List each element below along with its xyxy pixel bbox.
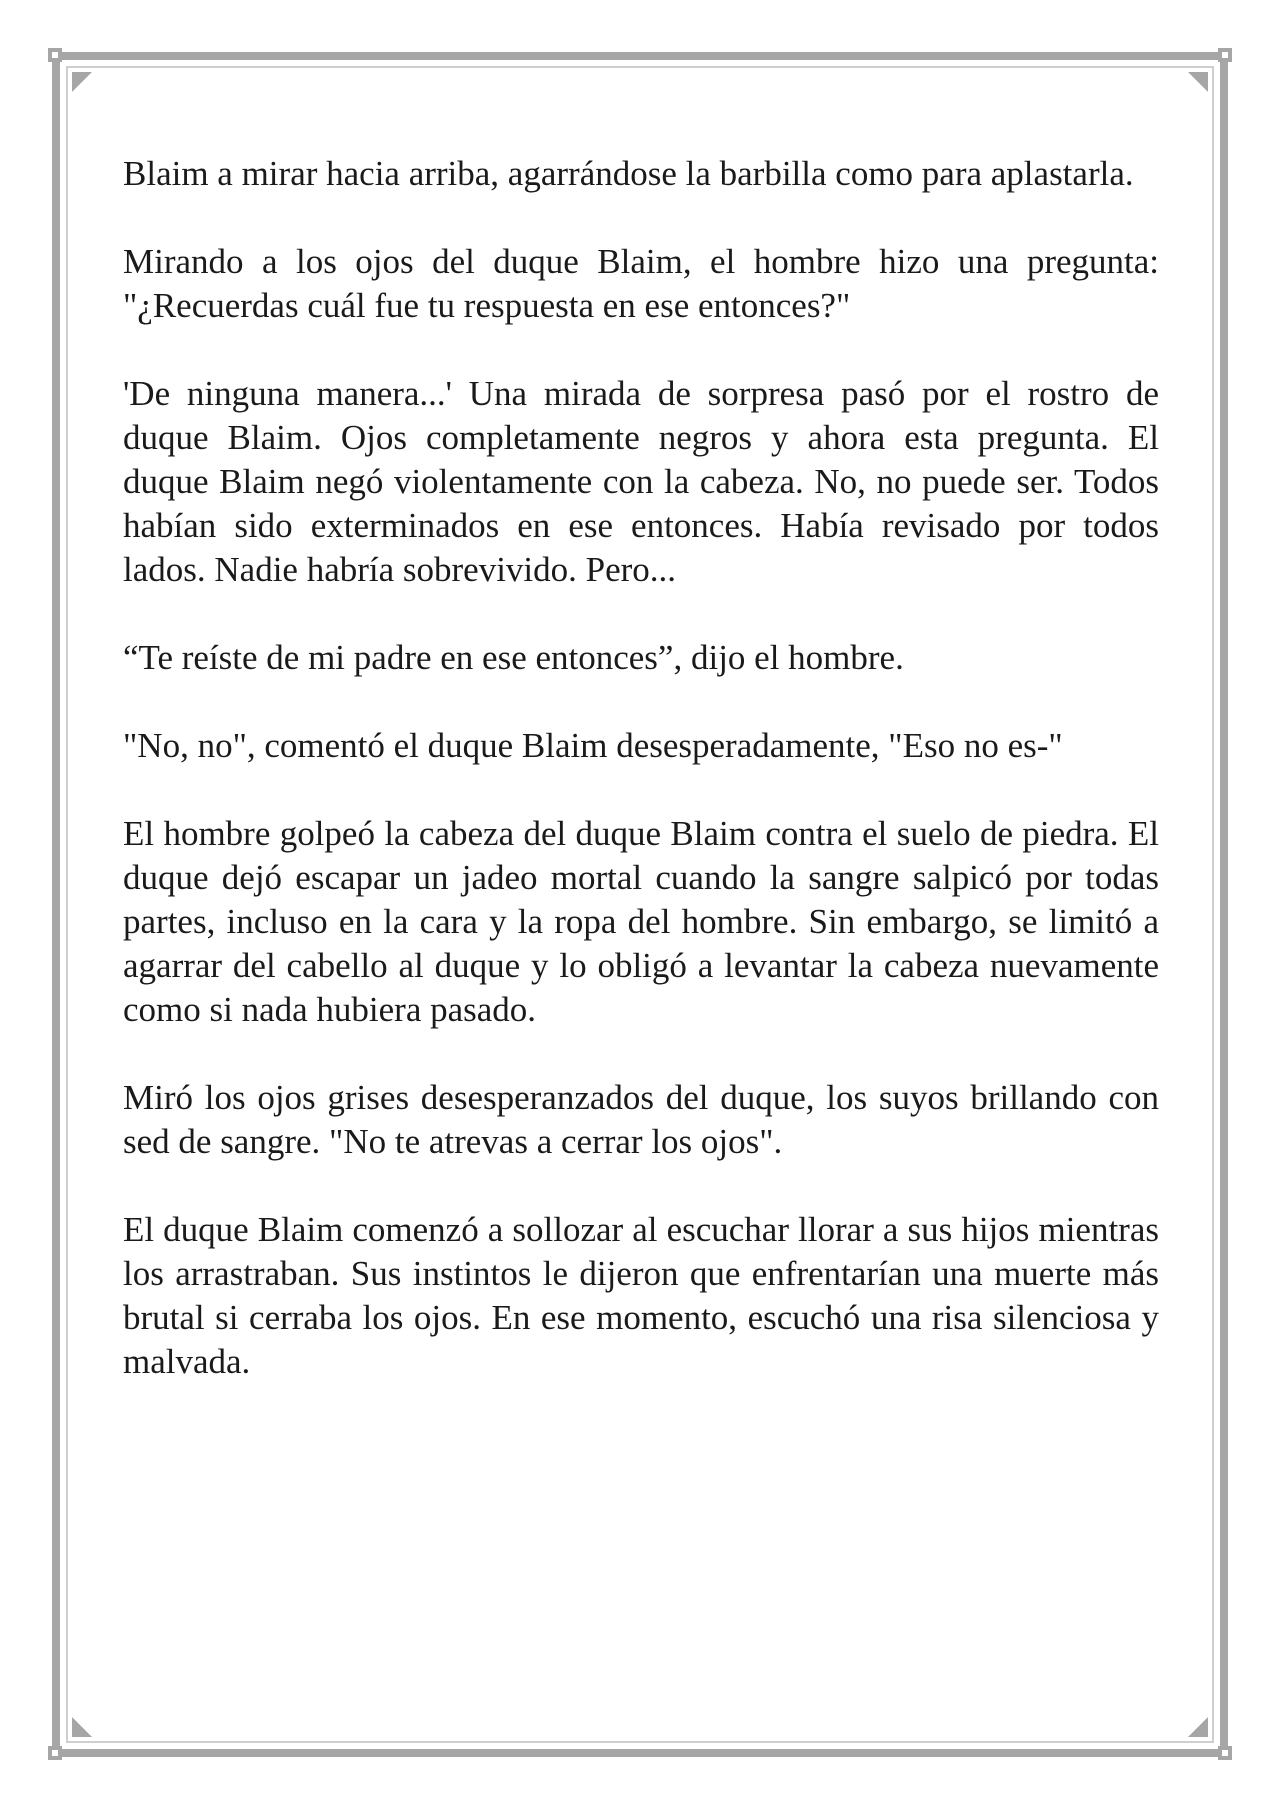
paragraph: “Te reíste de mi padre en ese entonces”, dijo el hombre. — [123, 638, 904, 677]
paragraph: Mirando a los ojos del duque Blaim, el hombre hizo una pregunta: "¿Recuerdas cuál fue tu respuesta en ese entonces?" — [123, 242, 1159, 325]
corner-ornament-top-right — [1188, 72, 1208, 92]
paragraph: Blaim a mirar hacia arriba, agarrándose la barbilla como para aplastarla. — [123, 154, 1134, 193]
paragraph: Miró los ojos grises desesperanzados del duque, los suyos brillando con sed de sangre. "No te atrevas a cerrar los ojos". — [123, 1078, 1159, 1161]
corner-ornament-top-left — [72, 72, 92, 92]
corner-ornament-bottom-left — [72, 1717, 92, 1737]
paragraph: "No, no", comentó el duque Blaim desesperadamente, "Eso no es-" — [123, 726, 1063, 765]
paragraph: El hombre golpeó la cabeza del duque Blaim contra el suelo de piedra. El duque dejó escapar un jadeo mortal cuando la sangre salpicó por todas partes, incluso en la cara y la ropa del hombre. Sin embargo, se limitó a agarrar del cabello al duque y lo obligó a levantar la cabeza nuevamente como si nada hubiera pasado. — [123, 814, 1159, 1029]
corner-ornament-bottom-right — [1188, 1717, 1208, 1737]
paragraph: 'De ninguna manera...' Una mirada de sorpresa pasó por el rostro de duque Blaim. Ojos completamente negros y ahora esta pregunta. El duque Blaim negó violentamente con la cabeza. No, no puede ser. Todos habían sido exterminados en ese entonces. Había revisado por todos lados. Nadie habría sobrevivido. Pero... — [123, 374, 1159, 589]
paragraph: El duque Blaim comenzó a sollozar al escuchar llorar a sus hijos mientras los arrastraban. Sus instintos le dijeron que enfrentarían una muerte más brutal si cerraba los ojos. En ese momento, escuchó una risa silenciosa y malvada. — [123, 1210, 1159, 1381]
body-text — [123, 152, 1159, 1428]
